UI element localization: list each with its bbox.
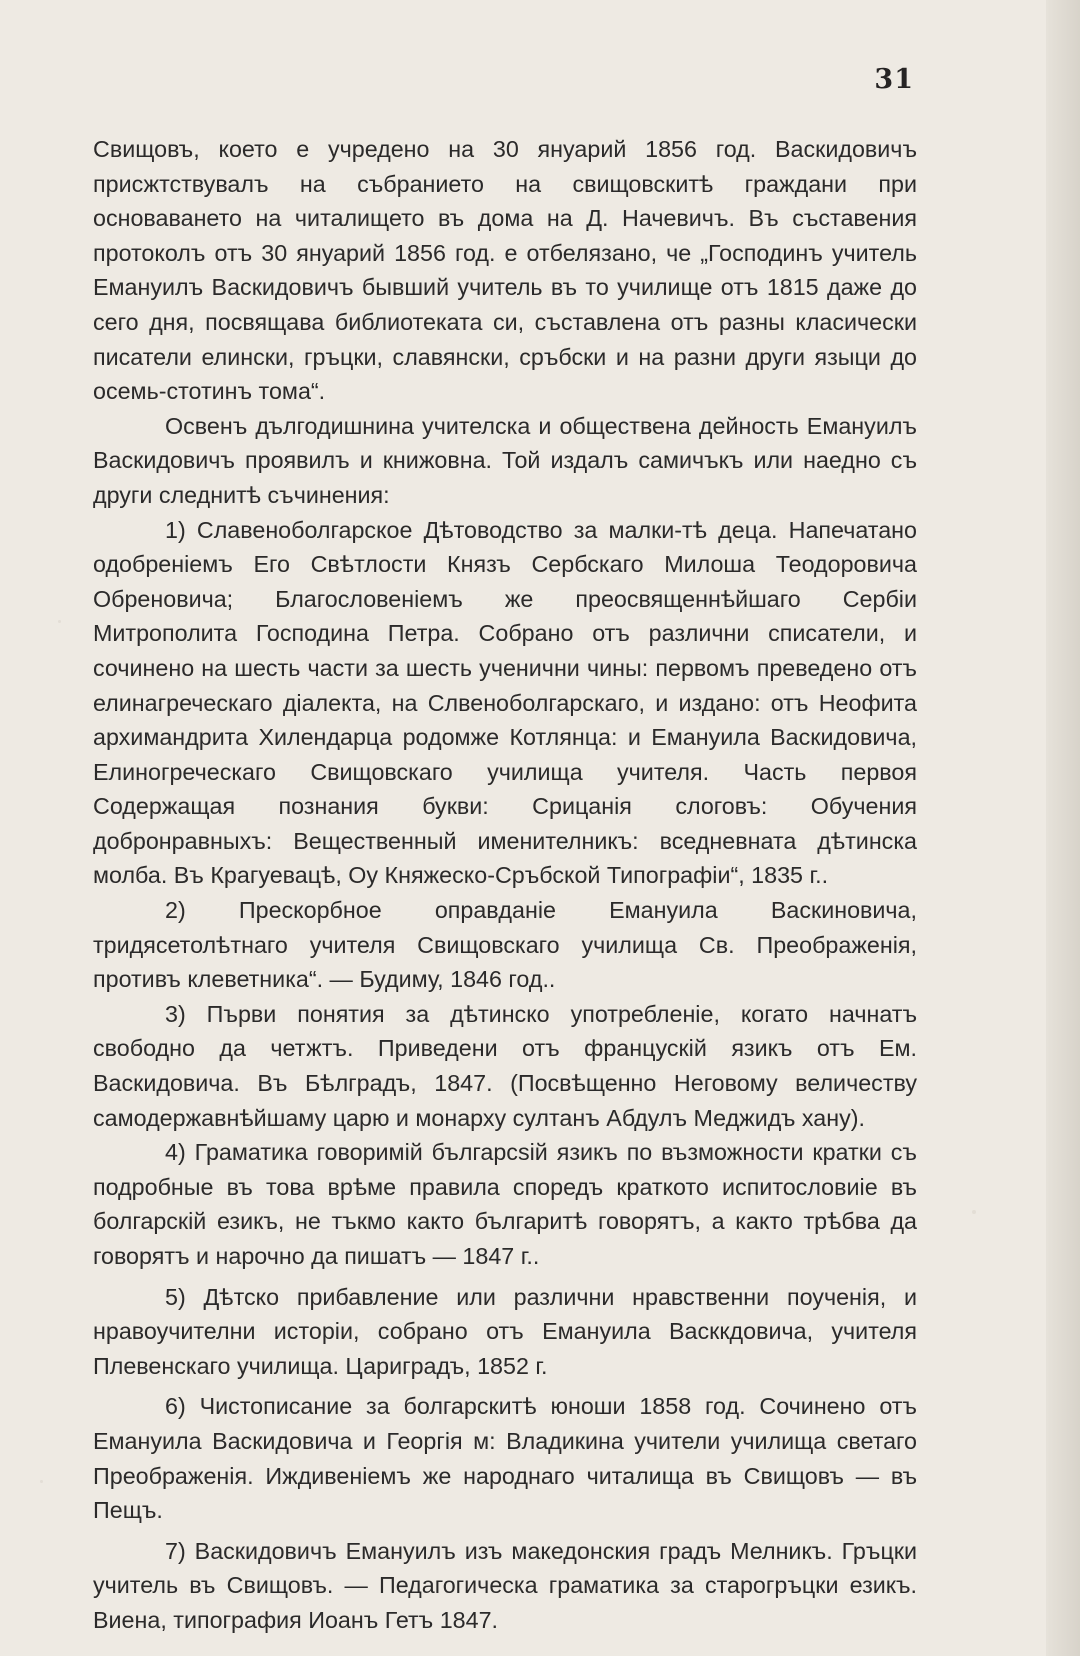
paper-speck <box>58 620 61 623</box>
body-text <box>93 132 917 1638</box>
page-number: 31 <box>874 64 914 95</box>
list-item-work-7: 7) Васкидовичъ Емануилъ изъ македонския градъ Мелникъ. Гръцки учитель въ Свищовъ. — Педагогическа граматика за старогръцки езикъ. Виена, типография Иоанъ Гетъ 1847. <box>93 1537 917 1633</box>
list-item-work-3: 3) Първи понятия за дѣтинско употребленіе, когато начнатъ свободно да четжтъ. Приведени отъ францускій язикъ отъ Ем. Васкидовича. Въ Бѣлградъ, 1847. (Посвѣщенно Неговому величеству самодержавнѣйшаму царю и монарху султанъ Абдулъ Меджидъ хану). <box>93 1000 917 1131</box>
paragraph-literary-activity: Освенъ дългодишнина учителска и обществена дейность Емануилъ Васкидовичъ проявилъ и книжовна. Той издалъ самичъкъ или наедно съ други следнитѣ съчинения: <box>93 412 917 508</box>
list-item-work-4: 4) Граматика говоримій българсѕій язикъ по възможности кратки съ подробные въ това врѣме правила споредъ краткото испитословиіе въ болгарскій езикъ, не тъкмо както българитѣ говорятъ, а както трѣбва да говорятъ и нарочно да пишатъ — 1847 г.. <box>93 1139 917 1269</box>
list-item-work-1: 1) Славеноболгарское Дѣтоводство за малки-тѣ деца. Напечатано одобреніемъ Его Свѣтлости Князъ Сербскаго Милоша Теодоровича Обреновича; Благословеніемъ же преосвященнѣйшаго Сербіи Митрополита Господина Петра. Собрано отъ различни списатели, и сочинено на шесть части за шесть ученични чины: первомъ преведено отъ елинагреческаго діалекта, на Слвеноболгарскаго, и издано: отъ Неофита архимандрита Хилендарца родомже Котлянца: и Емануила Васкидовича, Елиногреческаго Свищовскаго училища учителя. Часть первоя Содержащая познания букви: Срицанія слоговъ: Обучения добронравныхъ: Вещественный именителникъ: вседневната дѣтинска молба. Въ Крагуевацѣ, Оу Княжеско-Сръбской Типографіи“, 1835 г.. <box>93 516 917 889</box>
paper-speck <box>972 1210 976 1214</box>
list-item-work-5: 5) Дѣтско прибавление или различни нравственни поученія, и нравоучителни исторіи, собрано отъ Емануила Васккдовича, учителя Плевенскаго училища. Цариградъ, 1852 г. <box>93 1283 917 1379</box>
paragraph-continuation: Свищовъ, което е учредено на 30 януарий 1856 год. Васкидовичъ присжтствувалъ на събранието на свищовскитѣ граждани при основаването на читалището въ дома на Д. Начевичъ. Въ съставения протоколъ отъ 30 януарий 1856 год. е отбелязано, че „Господинъ учитель Емануилъ Васкидовичъ бывший учитель въ то училище отъ 1815 даже до сего дня, посвящава библиотеката си, съставлена отъ разны класически писатели елински, гръцки, славянски, сръбски и на разни други языци до осемь-стотинъ тома“. <box>93 136 917 405</box>
list-item-work-6: 6) Чистописание за болгарскитѣ юноши 1858 год. Сочинено отъ Емануила Васкидовича и Георгія м: Владикина учители училища светаго Преображенія. Иждивеніемъ же народнаго читалища въ Свищовъ — въ Пещъ. <box>93 1393 917 1524</box>
page-edge-shadow <box>1046 0 1080 1656</box>
list-item-work-2: 2) Прескорбное оправданіе Емануила Васкиновича, тридясетолѣтнаго учителя Свищовскаго училища Св. Преображенія, противъ клеветника“. — Будиму, 1846 год.. <box>93 897 917 993</box>
paper-speck <box>40 1480 43 1483</box>
